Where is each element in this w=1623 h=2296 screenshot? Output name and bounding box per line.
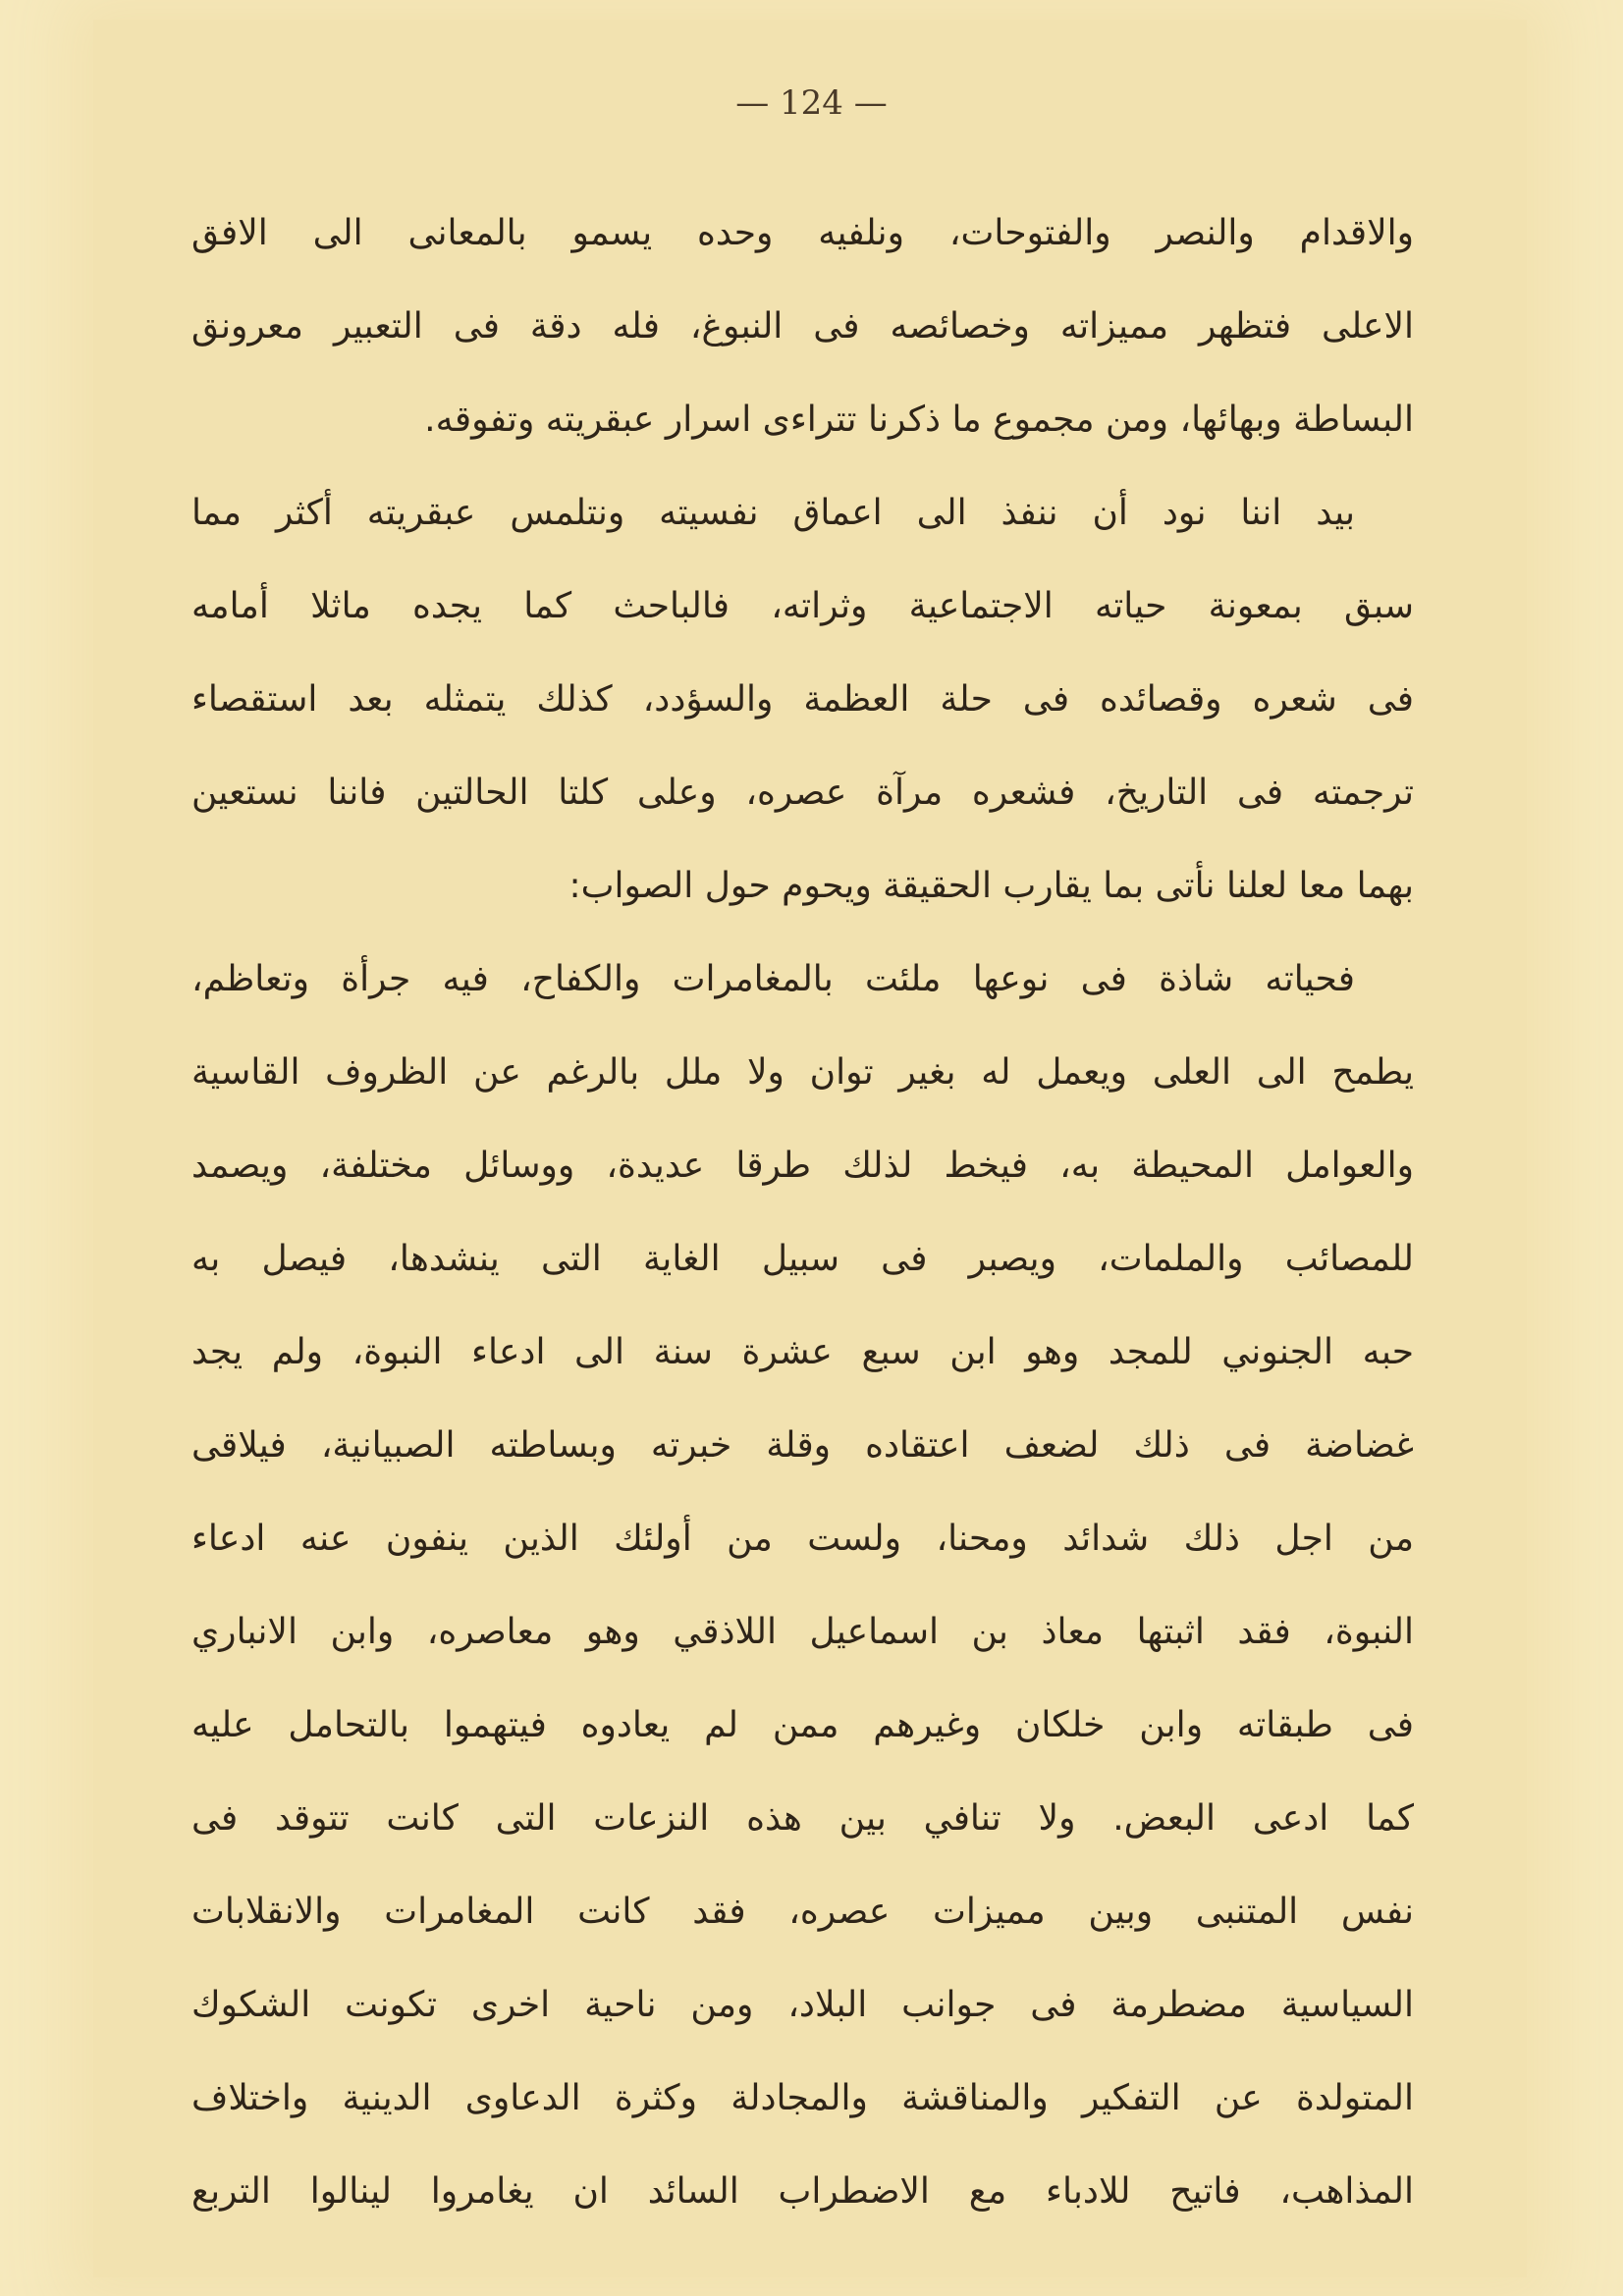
text-line: المتولدة عن التفكير والمناقشة والمجادلة وكثرة الدعاوى الدينية واختلاف [191,2078,1414,2118]
text-line: كما ادعى البعض. ولا تنافي بين هذه النزعات التى كانت تتوقد فى [191,1798,1414,1839]
text-line: فحياته شاذة فى نوعها ملئت بالمغامرات والكفاح، فيه جرأة وتعاظم، [191,959,1355,999]
text-line: نفس المتنبى وبين مميزات عصره، فقد كانت المغامرات والانقلابات [191,1892,1414,1932]
text-line: النبوة، فقد اثبتها معاذ بن اسماعيل اللاذقي وهو معاصره، وابن الانباري [191,1612,1414,1652]
text-line: المذاهب، فاتيح للادباء مع الاضطراب السائد ان يغامروا لينالوا التربع [191,2171,1414,2212]
body-text [191,187,1414,2238]
page-number: — 124 — [735,83,888,123]
text-line: السياسية مضطرمة فى جوانب البلاد، ومن ناحية اخرى تكونت الشكوك [191,1985,1414,2025]
text-line: غضاضة فى ذلك لضعف اعتقاده وقلة خبرته وبساطته الصبيانية، فيلاقى [191,1425,1414,1466]
text-line: الاعلى فتظهر مميزاته وخصائصه فى النبوغ، فله دقة فى التعبير معرونق [191,306,1414,347]
text-line: البساطة وبهائها، ومن مجموع ما ذكرنا تتراءى اسرار عبقريته وتفوقه. [424,400,1414,440]
text-line: من اجل ذلك شدائد ومحنا، ولست من أولئك الذين ينفون عنه ادعاء [191,1519,1414,1559]
text-line: يطمح الى العلى ويعمل له بغير توان ولا ملل بالرغم عن الظروف القاسية [191,1052,1414,1093]
text-line: فى طبقاته وابن خلكان وغيرهم ممن لم يعادوه فيتهموا بالتحامل عليه [191,1705,1414,1745]
text-line: فى شعره وقصائده فى حلة العظمة والسؤدد، كذلك يتمثله بعد استقصاء [191,679,1414,720]
text-line: والاقدام والنصر والفتوحات، ونلفيه وحده يسمو بالمعانى الى الافق [191,213,1414,253]
text-line: حبه الجنوني للمجد وهو ابن سبع عشرة سنة الى ادعاء النبوة، ولم يجد [191,1332,1414,1372]
text-line: ترجمته فى التاريخ، فشعره مرآة عصره، وعلى كلتا الحالتين فاننا نستعين [191,773,1414,813]
text-line: بيد اننا نود أن ننفذ الى اعماق نفسيته ونتلمس عبقريته أكثر مما [191,493,1355,533]
text-line: والعوامل المحيطة به، فيخط لذلك طرقا عديدة، ووسائل مختلفة، ويصمد [191,1146,1414,1186]
text-line: بهما معا لعلنا نأتى بما يقارب الحقيقة ويحوم حول الصواب: [568,866,1414,906]
text-line: سبق بمعونة حياته الاجتماعية وثراته، فالباحث كما يجده ماثلا أمامه [191,586,1414,626]
text-line: للمصائب والملمات، ويصبر فى سبيل الغاية التى ينشدها، فيصل به [191,1239,1414,1279]
